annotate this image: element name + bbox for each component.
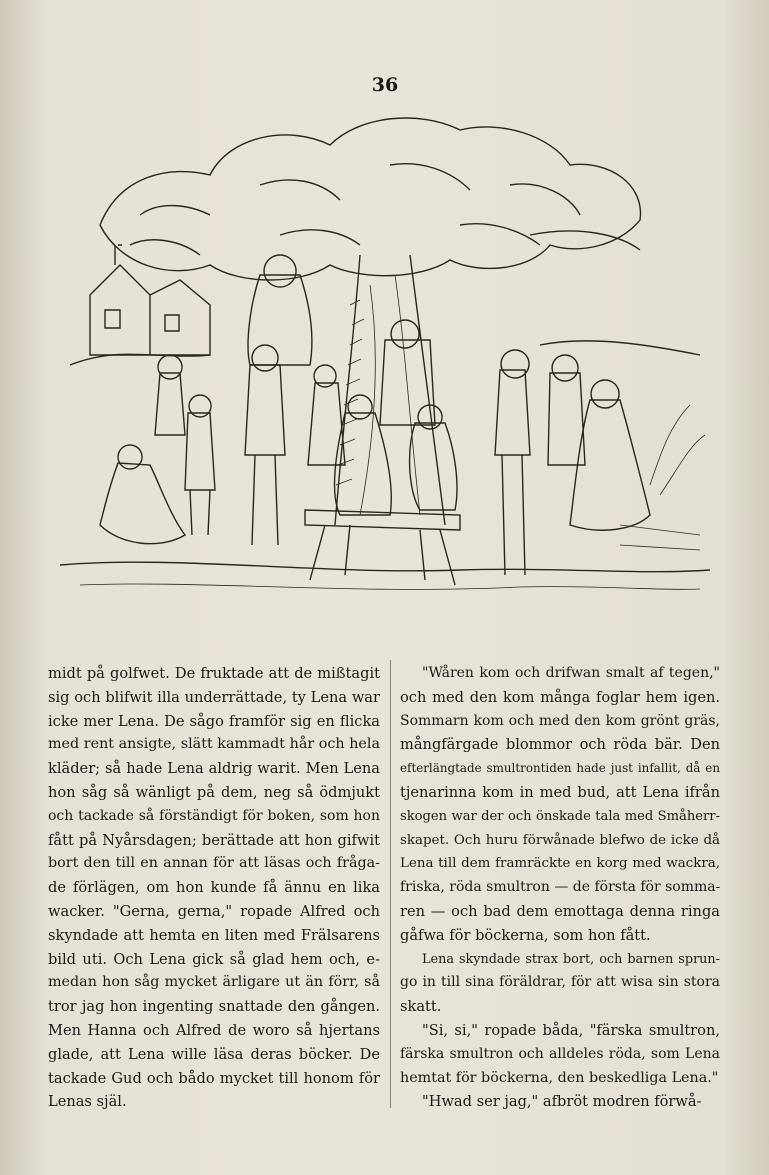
text-line: hemtat för böckerna, den beskedliga Lena." bbox=[400, 1069, 719, 1086]
text-line: hon såg så wänligt på dem, neg så ödmjukt bbox=[48, 783, 380, 801]
seated-girl-icon bbox=[100, 445, 185, 544]
text-line: skatt. bbox=[400, 998, 442, 1016]
text-line: "Si, si," ropade båda, "färska smultron, bbox=[422, 1021, 720, 1039]
text-line: tror jag hon ingenting snattade den gången. bbox=[48, 998, 380, 1016]
text-line: go in till sina föräldrar, för att wisa sin stora bbox=[400, 974, 720, 991]
text-line: fått på Nyårsdagen; berättade att hon gifwit bbox=[48, 831, 380, 849]
text-line: glade, att Lena wille läsa deras böcker. De bbox=[48, 1045, 380, 1063]
text-line: Sommarn kom och med den kom grönt gräs, bbox=[400, 712, 720, 729]
text-line: icke mer Lena. De sågo framför sig en flicka bbox=[48, 712, 380, 730]
text-line: mångfärgade blommor och röda bär. Den bbox=[400, 736, 720, 754]
text-line: tackade Gud och bådo mycket till honom för bbox=[48, 1069, 380, 1087]
column-divider bbox=[390, 660, 391, 1108]
text-line: bort den till en annan för att läsas och fråga- bbox=[48, 855, 380, 872]
text-line: wacker. "Gerna, gerna," ropade Alfred och bbox=[48, 902, 380, 920]
text-line: färska smultron och alldeles röda, som Lena bbox=[400, 1045, 720, 1062]
right-text-column bbox=[400, 662, 720, 1114]
text-line: skapet. Och huru förwånade blefwo de icke då bbox=[400, 832, 720, 848]
text-line: kläder; så hade Lena aldrig warit. Men Lena bbox=[48, 760, 380, 778]
left-text-column bbox=[48, 662, 380, 1114]
text-line: gåfwa för böckerna, som hon fått. bbox=[400, 926, 651, 944]
text-line: medan hon såg mycket ärligare ut än förr, så bbox=[48, 974, 380, 991]
text-line: de förlägen, om hon kunde få ännu en lika bbox=[48, 879, 380, 897]
text-line: Lena skyndade strax bort, och barnen sprun- bbox=[422, 951, 720, 967]
text-line: och med den kom många foglar hem igen. bbox=[400, 688, 720, 706]
text-line: Men Hanna och Alfred de woro så hjertans bbox=[48, 1021, 380, 1039]
text-line: ren — och bad dem emottaga denna ringa bbox=[400, 902, 720, 920]
tree-foliage-icon bbox=[100, 118, 640, 280]
text-line: bild uti. Och Lena gick så glad hem och, e- bbox=[48, 950, 380, 968]
text-line: Lena till dem framräckte en korg med wackra, bbox=[400, 856, 720, 872]
engraving-illustration bbox=[60, 105, 710, 620]
bench-icon bbox=[305, 510, 460, 585]
text-line: Lenas själ. bbox=[48, 1093, 127, 1111]
text-line: "Wåren kom och drifwan smalt af tegen," bbox=[422, 665, 720, 681]
group-of-children-icon bbox=[155, 255, 650, 575]
page-number: 36 bbox=[371, 74, 399, 96]
text-line: med rent ansigte, slätt kammadt hår och hela bbox=[48, 736, 380, 753]
text-line: midt på golfwet. De fruktade att de mißtagit bbox=[48, 665, 380, 682]
text-line: "Hwad ser jag," afbröt modren förwå- bbox=[422, 1093, 702, 1111]
text-line: efterlängtade smultrontiden hade just infallit, då en bbox=[400, 761, 720, 776]
text-line: och tackade så förständigt för boken, som hon bbox=[48, 807, 380, 824]
text-line: tjenarinna kom in med bud, att Lena ifrån bbox=[400, 783, 720, 801]
text-line: skyndade att hemta en liten med Frälsarens bbox=[48, 926, 380, 944]
text-line: sig och blifwit illa underrättade, ty Lena war bbox=[48, 688, 380, 706]
text-line: friska, röda smultron — de första för somma- bbox=[400, 879, 721, 896]
text-line: skogen war der och önskade tala med Småherr- bbox=[400, 808, 720, 824]
